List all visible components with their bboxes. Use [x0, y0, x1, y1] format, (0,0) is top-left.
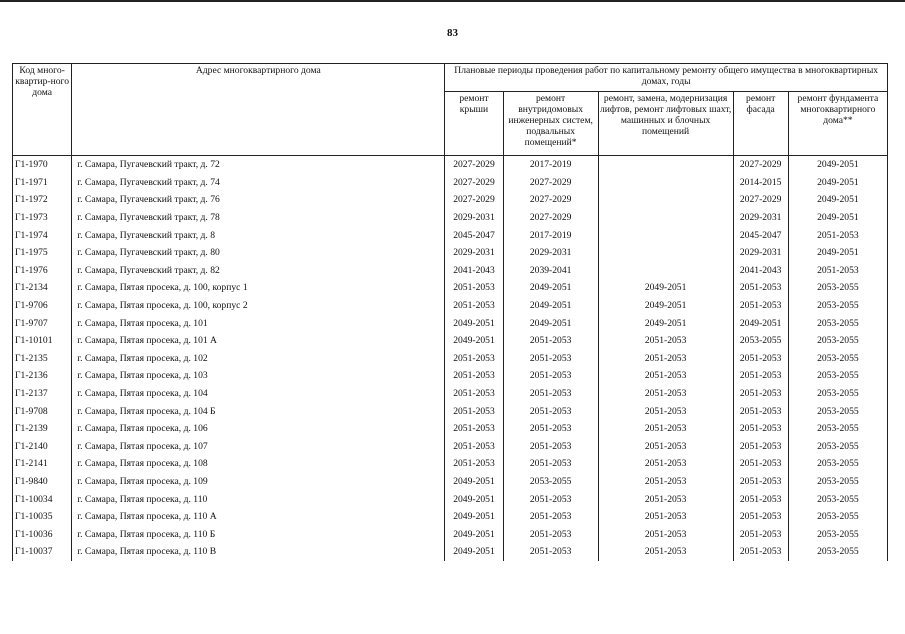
cell-address: г. Самара, Пятая просека, д. 110	[72, 490, 445, 508]
cell-elevators	[598, 191, 733, 209]
cell-systems: 2051-2053	[503, 350, 598, 368]
table-row	[13, 508, 888, 526]
table-row	[13, 473, 888, 491]
cell-foundation: 2053-2055	[788, 367, 887, 385]
cell-code: Г1-10037	[13, 543, 72, 561]
cell-code: Г1-1976	[13, 262, 72, 280]
cell-elevators: 2051-2053	[598, 350, 733, 368]
cell-roof: 2051-2053	[445, 297, 503, 315]
cell-roof: 2049-2051	[445, 543, 503, 561]
cell-code: Г1-9840	[13, 473, 72, 491]
cell-address: г. Самара, Пугачевский тракт, д. 82	[72, 262, 445, 280]
cell-foundation: 2053-2055	[788, 543, 887, 561]
cell-code: Г1-10101	[13, 332, 72, 350]
header-foundation: ремонт фундамента многоквартирного дома**	[788, 92, 887, 156]
cell-facade: 2051-2053	[733, 455, 788, 473]
cell-code: Г1-2135	[13, 350, 72, 368]
cell-roof: 2049-2051	[445, 508, 503, 526]
cell-roof: 2049-2051	[445, 332, 503, 350]
header-elevators: ремонт, замена, модернизация лифтов, ремонт лифтовых шахт, машинных и блочных помещений	[598, 92, 733, 156]
table-row	[13, 420, 888, 438]
cell-systems: 2051-2053	[503, 367, 598, 385]
cell-address: г. Самара, Пятая просека, д. 101 А	[72, 332, 445, 350]
cell-systems: 2049-2051	[503, 279, 598, 297]
cell-foundation: 2049-2051	[788, 244, 887, 262]
cell-code: Г1-1970	[13, 156, 72, 174]
cell-systems: 2027-2029	[503, 209, 598, 227]
cell-roof: 2051-2053	[445, 367, 503, 385]
table-row	[13, 209, 888, 227]
table-row	[13, 525, 888, 543]
cell-foundation: 2053-2055	[788, 402, 887, 420]
cell-elevators: 2049-2051	[598, 314, 733, 332]
cell-code: Г1-2136	[13, 367, 72, 385]
header-roof: ремонт крыши	[445, 92, 503, 156]
header-periods: Плановые периоды проведения работ по капитальному ремонту общего имущества в многоквартирных домах, годы	[445, 64, 888, 92]
table-row	[13, 314, 888, 332]
cell-systems: 2051-2053	[503, 438, 598, 456]
cell-roof: 2051-2053	[445, 385, 503, 403]
cell-address: г. Самара, Пятая просека, д. 107	[72, 438, 445, 456]
cell-facade: 2051-2053	[733, 350, 788, 368]
table-row	[13, 191, 888, 209]
table-row	[13, 438, 888, 456]
cell-code: Г1-2140	[13, 438, 72, 456]
cell-elevators	[598, 226, 733, 244]
cell-roof: 2027-2029	[445, 191, 503, 209]
cell-facade: 2051-2053	[733, 367, 788, 385]
cell-facade: 2051-2053	[733, 438, 788, 456]
cell-systems: 2051-2053	[503, 543, 598, 561]
cell-elevators: 2051-2053	[598, 508, 733, 526]
cell-roof: 2051-2053	[445, 438, 503, 456]
cell-elevators: 2051-2053	[598, 543, 733, 561]
cell-address: г. Самара, Пугачевский тракт, д. 76	[72, 191, 445, 209]
cell-foundation: 2049-2051	[788, 156, 887, 174]
cell-systems: 2051-2053	[503, 332, 598, 350]
cell-foundation: 2053-2055	[788, 508, 887, 526]
cell-foundation: 2053-2055	[788, 525, 887, 543]
cell-address: г. Самара, Пятая просека, д. 110 А	[72, 508, 445, 526]
cell-facade: 2041-2043	[733, 262, 788, 280]
cell-roof: 2029-2031	[445, 244, 503, 262]
cell-roof: 2049-2051	[445, 473, 503, 491]
cell-elevators	[598, 262, 733, 280]
cell-code: Г1-1972	[13, 191, 72, 209]
cell-roof: 2051-2053	[445, 420, 503, 438]
cell-roof: 2041-2043	[445, 262, 503, 280]
cell-address: г. Самара, Пятая просека, д. 100, корпус 2	[72, 297, 445, 315]
cell-code: Г1-9706	[13, 297, 72, 315]
cell-facade: 2029-2031	[733, 244, 788, 262]
cell-facade: 2029-2031	[733, 209, 788, 227]
cell-systems: 2029-2031	[503, 244, 598, 262]
cell-foundation: 2053-2055	[788, 438, 887, 456]
cell-foundation: 2049-2051	[788, 209, 887, 227]
cell-elevators: 2051-2053	[598, 490, 733, 508]
cell-elevators	[598, 244, 733, 262]
cell-elevators	[598, 156, 733, 174]
cell-facade: 2053-2055	[733, 332, 788, 350]
table-row	[13, 402, 888, 420]
cell-facade: 2051-2053	[733, 525, 788, 543]
cell-facade: 2027-2029	[733, 156, 788, 174]
cell-address: г. Самара, Пятая просека, д. 110 Б	[72, 525, 445, 543]
cell-facade: 2051-2053	[733, 297, 788, 315]
cell-foundation: 2053-2055	[788, 332, 887, 350]
cell-facade: 2045-2047	[733, 226, 788, 244]
cell-foundation: 2053-2055	[788, 455, 887, 473]
table-row	[13, 543, 888, 561]
header-address: Адрес многоквартирного дома	[72, 64, 445, 156]
cell-address: г. Самара, Пятая просека, д. 106	[72, 420, 445, 438]
table-row	[13, 174, 888, 192]
cell-facade: 2051-2053	[733, 402, 788, 420]
cell-foundation: 2053-2055	[788, 279, 887, 297]
cell-systems: 2051-2053	[503, 508, 598, 526]
table-row	[13, 297, 888, 315]
cell-elevators: 2051-2053	[598, 385, 733, 403]
cell-facade: 2051-2053	[733, 508, 788, 526]
cell-roof: 2049-2051	[445, 314, 503, 332]
cell-foundation: 2049-2051	[788, 174, 887, 192]
table-row	[13, 490, 888, 508]
cell-systems: 2051-2053	[503, 525, 598, 543]
cell-elevators: 2051-2053	[598, 367, 733, 385]
cell-systems: 2051-2053	[503, 402, 598, 420]
cell-roof: 2027-2029	[445, 156, 503, 174]
cell-elevators	[598, 209, 733, 227]
cell-foundation: 2053-2055	[788, 420, 887, 438]
table-row	[13, 156, 888, 174]
table-row	[13, 350, 888, 368]
header-systems: ремонт внутридомовых инженерных систем, подвальных помещений*	[503, 92, 598, 156]
cell-systems: 2039-2041	[503, 262, 598, 280]
cell-code: Г1-10036	[13, 525, 72, 543]
cell-elevators: 2049-2051	[598, 279, 733, 297]
cell-systems: 2051-2053	[503, 455, 598, 473]
cell-foundation: 2053-2055	[788, 350, 887, 368]
cell-code: Г1-2137	[13, 385, 72, 403]
cell-address: г. Самара, Пятая просека, д. 108	[72, 455, 445, 473]
cell-code: Г1-10034	[13, 490, 72, 508]
cell-address: г. Самара, Пугачевский тракт, д. 80	[72, 244, 445, 262]
cell-elevators: 2051-2053	[598, 332, 733, 350]
cell-roof: 2029-2031	[445, 209, 503, 227]
cell-address: г. Самара, Пятая просека, д. 101	[72, 314, 445, 332]
header-code: Код много-квартир-ного дома	[13, 64, 72, 156]
cell-facade: 2027-2029	[733, 191, 788, 209]
cell-code: Г1-1974	[13, 226, 72, 244]
cell-roof: 2027-2029	[445, 174, 503, 192]
table-row	[13, 455, 888, 473]
cell-address: г. Самара, Пугачевский тракт, д. 74	[72, 174, 445, 192]
cell-systems: 2051-2053	[503, 420, 598, 438]
cell-roof: 2051-2053	[445, 455, 503, 473]
cell-foundation: 2051-2053	[788, 262, 887, 280]
cell-facade: 2051-2053	[733, 473, 788, 491]
cell-elevators	[598, 174, 733, 192]
cell-address: г. Самара, Пугачевский тракт, д. 72	[72, 156, 445, 174]
cell-systems: 2051-2053	[503, 490, 598, 508]
cell-roof: 2051-2053	[445, 350, 503, 368]
cell-systems: 2049-2051	[503, 314, 598, 332]
cell-code: Г1-2141	[13, 455, 72, 473]
cell-foundation: 2053-2055	[788, 297, 887, 315]
cell-code: Г1-2139	[13, 420, 72, 438]
cell-address: г. Самара, Пятая просека, д. 109	[72, 473, 445, 491]
cell-facade: 2051-2053	[733, 279, 788, 297]
cell-systems: 2049-2051	[503, 297, 598, 315]
cell-foundation: 2049-2051	[788, 191, 887, 209]
cell-elevators: 2051-2053	[598, 473, 733, 491]
cell-systems: 2027-2029	[503, 191, 598, 209]
page-number: 83	[447, 27, 458, 39]
cell-foundation: 2053-2055	[788, 490, 887, 508]
table-row	[13, 244, 888, 262]
table-row	[13, 332, 888, 350]
cell-systems: 2027-2029	[503, 174, 598, 192]
cell-roof: 2045-2047	[445, 226, 503, 244]
cell-elevators: 2051-2053	[598, 455, 733, 473]
cell-code: Г1-1975	[13, 244, 72, 262]
cell-code: Г1-9707	[13, 314, 72, 332]
cell-elevators: 2051-2053	[598, 438, 733, 456]
cell-systems: 2053-2055	[503, 473, 598, 491]
cell-address: г. Самара, Пугачевский тракт, д. 78	[72, 209, 445, 227]
header-facade: ремонт фасада	[733, 92, 788, 156]
cell-facade: 2049-2051	[733, 314, 788, 332]
cell-facade: 2051-2053	[733, 490, 788, 508]
cell-facade: 2014-2015	[733, 174, 788, 192]
cell-code: Г1-1973	[13, 209, 72, 227]
cell-address: г. Самара, Пятая просека, д. 104	[72, 385, 445, 403]
table-row	[13, 226, 888, 244]
cell-facade: 2051-2053	[733, 385, 788, 403]
table-body	[13, 156, 888, 561]
cell-foundation: 2053-2055	[788, 314, 887, 332]
cell-foundation: 2053-2055	[788, 385, 887, 403]
cell-systems: 2017-2019	[503, 156, 598, 174]
cell-code: Г1-1971	[13, 174, 72, 192]
cell-roof: 2051-2053	[445, 279, 503, 297]
cell-elevators: 2051-2053	[598, 402, 733, 420]
top-rule	[0, 0, 905, 2]
table-row	[13, 279, 888, 297]
cell-systems: 2017-2019	[503, 226, 598, 244]
cell-roof: 2051-2053	[445, 402, 503, 420]
cell-address: г. Самара, Пугачевский тракт, д. 8	[72, 226, 445, 244]
cell-elevators: 2051-2053	[598, 525, 733, 543]
cell-address: г. Самара, Пятая просека, д. 103	[72, 367, 445, 385]
cell-facade: 2051-2053	[733, 543, 788, 561]
cell-foundation: 2051-2053	[788, 226, 887, 244]
table-row	[13, 262, 888, 280]
table-row	[13, 385, 888, 403]
cell-roof: 2049-2051	[445, 490, 503, 508]
cell-elevators: 2051-2053	[598, 420, 733, 438]
cell-foundation: 2053-2055	[788, 473, 887, 491]
cell-address: г. Самара, Пятая просека, д. 102	[72, 350, 445, 368]
cell-address: г. Самара, Пятая просека, д. 104 Б	[72, 402, 445, 420]
cell-address: г. Самара, Пятая просека, д. 110 В	[72, 543, 445, 561]
cell-elevators: 2049-2051	[598, 297, 733, 315]
cell-roof: 2049-2051	[445, 525, 503, 543]
repair-schedule-table	[12, 63, 888, 561]
cell-code: Г1-9708	[13, 402, 72, 420]
cell-address: г. Самара, Пятая просека, д. 100, корпус 1	[72, 279, 445, 297]
cell-facade: 2051-2053	[733, 420, 788, 438]
cell-code: Г1-10035	[13, 508, 72, 526]
table-row	[13, 367, 888, 385]
cell-code: Г1-2134	[13, 279, 72, 297]
cell-systems: 2051-2053	[503, 385, 598, 403]
